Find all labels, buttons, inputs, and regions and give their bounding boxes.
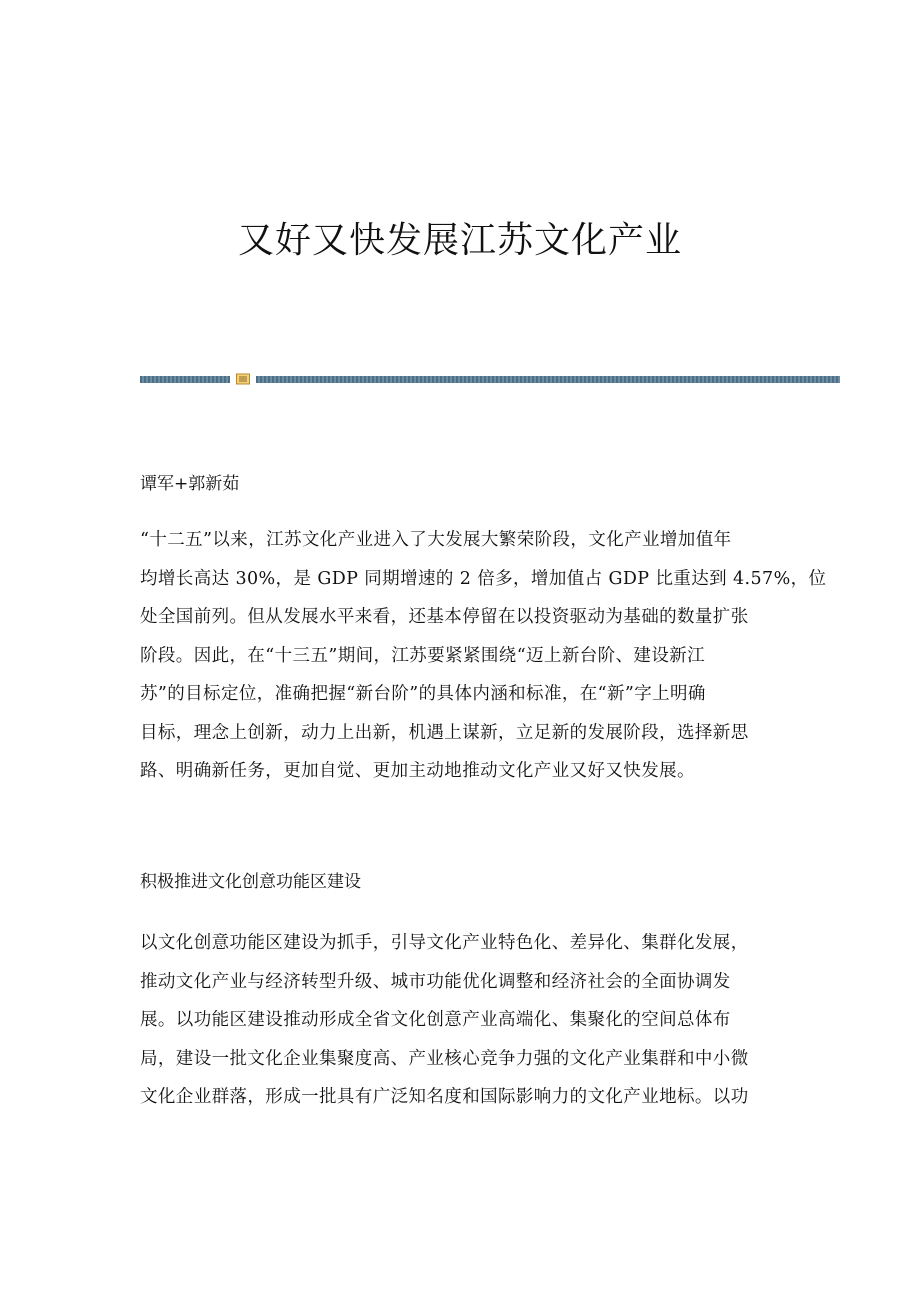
document-title: 又好又快发展江苏文化产业 (237, 220, 682, 261)
paragraph-line: 阶段。因此，在“十三五”期间，江苏要紧紧围绕“迈上新台阶、建设新江 (140, 645, 706, 666)
paragraph-line: 以文化创意功能区建设为抓手，引导文化产业特色化、差异化、集群化发展， (140, 933, 749, 953)
paragraph-line: 文化企业群落，形成一批具有广泛知名度和国际影响力的文化产业地标。以功 (140, 1087, 749, 1107)
paragraph-line: 推动文化产业与经济转型升级、城市功能优化调整和经济社会的全面协调发 (140, 971, 731, 992)
paragraph-line: 局，建设一批文化企业集聚度高、产业核心竞争力强的文化产业集群和中小微 (140, 1048, 749, 1069)
paragraph-line: 目标，理念上创新，动力上出新，机遇上谋新，立足新的发展阶段，选择新思 (140, 722, 749, 743)
divider-left-bar (140, 376, 230, 383)
section-heading: 积极推进文化创意功能区建设 (140, 872, 361, 892)
paragraph-line: 苏”的目标定位，准确把握“新台阶”的具体内涵和标准，在“新”字上明确 (140, 684, 706, 704)
paragraph-line: 展。以功能区建设推动形成全省文化创意产业高端化、集聚化的空间总体布 (140, 1010, 731, 1030)
divider-right-bar (256, 376, 840, 383)
paragraph-function-zone (140, 924, 780, 1117)
paragraph-intro (140, 521, 827, 791)
paragraph-line: 均增长高达 30%，是 GDP 同期增速的 2 倍多，增加值占 GDP 比重达到 4.57%，位 (140, 568, 827, 589)
paragraph-line: 处全国前列。但从发展水平来看，还基本停留在以投资驱动为基础的数量扩张 (140, 607, 749, 627)
paragraph-line: “十二五”以来，江苏文化产业进入了大发展大繁荣阶段，文化产业增加值年 (140, 530, 732, 550)
divider-ornament-icon (236, 373, 250, 385)
author-line: 谭军+郭新茹 (140, 474, 240, 494)
paragraph-line: 路、明确新任务，更加自觉、更加主动地推动文化产业又好又快发展。 (140, 761, 695, 781)
